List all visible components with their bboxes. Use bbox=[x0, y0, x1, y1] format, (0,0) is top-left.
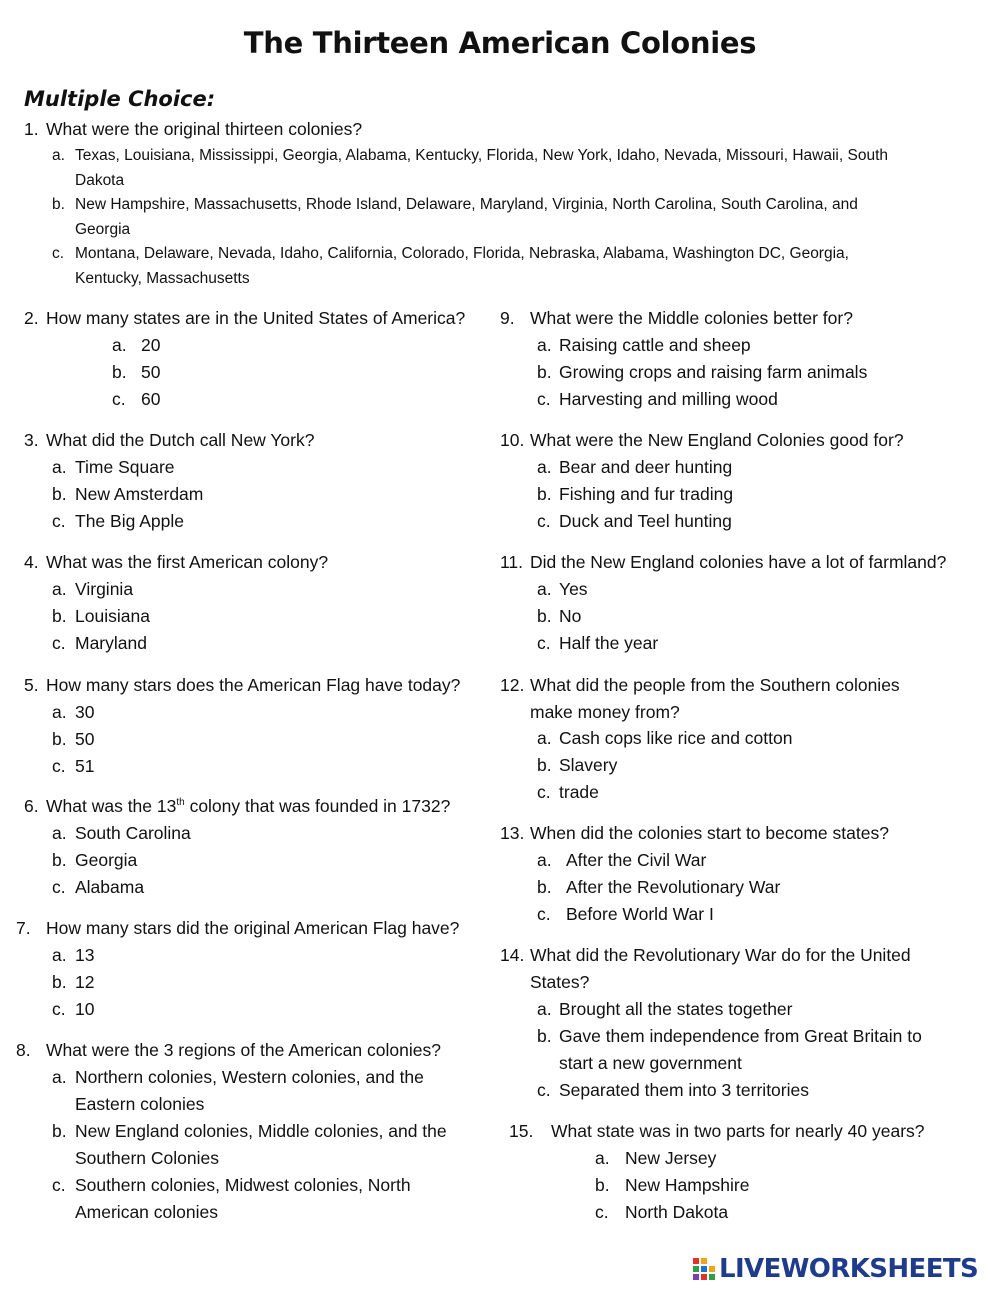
question-text: What did the people from the Southern colonies bbox=[530, 675, 900, 695]
option-letter: a. bbox=[537, 335, 552, 355]
question-text bbox=[46, 793, 450, 820]
option-text-continued: American colonies bbox=[75, 1202, 218, 1222]
option-letter: b. bbox=[52, 484, 67, 504]
option-text: Half the year bbox=[559, 633, 659, 653]
option-text: 13 bbox=[75, 945, 95, 965]
option-text: trade bbox=[559, 782, 599, 802]
question-text-continued: States? bbox=[530, 972, 590, 992]
option-letter: c. bbox=[537, 1080, 551, 1100]
option-letter: c. bbox=[52, 756, 66, 776]
option-letter: a. bbox=[537, 850, 552, 870]
option-letter: a. bbox=[52, 457, 67, 477]
question-text: When did the colonies start to become states? bbox=[530, 823, 889, 843]
section-heading: Multiple Choice: bbox=[24, 87, 216, 111]
option-letter: b. bbox=[52, 972, 67, 992]
option-letter: b. bbox=[537, 877, 552, 897]
option-text: 20 bbox=[141, 335, 161, 355]
option-letter: a. bbox=[595, 1148, 610, 1168]
option-text: Texas, Louisiana, Mississippi, Georgia, Alabama, Kentucky, Florida, New York, Idaho, Nevada, Missouri, Hawaii, South bbox=[75, 147, 888, 164]
question-text: What did the Revolutionary War do for the United bbox=[530, 945, 911, 965]
option-letter: b. bbox=[52, 1121, 67, 1141]
option-letter: c. bbox=[52, 511, 66, 531]
option-letter: c. bbox=[52, 633, 66, 653]
option-text: Gave them independence from Great Britain to bbox=[559, 1026, 922, 1046]
option-text: The Big Apple bbox=[75, 511, 184, 531]
option-letter: c. bbox=[537, 511, 551, 531]
question-number: 7. bbox=[16, 918, 31, 938]
ordinal-suffix: th bbox=[176, 797, 185, 809]
option-text: Time Square bbox=[75, 457, 175, 477]
option-text: 50 bbox=[141, 362, 161, 382]
option-text-continued: start a new government bbox=[559, 1053, 742, 1073]
option-text: New Hampshire, Massachusetts, Rhode Island, Delaware, Maryland, Virginia, North Carolina, South Carolina, and bbox=[75, 196, 858, 213]
option-text: 60 bbox=[141, 389, 161, 409]
option-text: New Hampshire bbox=[625, 1175, 750, 1195]
question-text: What state was in two parts for nearly 40 years? bbox=[551, 1121, 925, 1141]
question-text-end: colony that was founded in 1732? bbox=[184, 796, 451, 816]
option-letter: b. bbox=[52, 196, 65, 213]
question-number: 15. bbox=[509, 1121, 534, 1141]
option-text: Before World War I bbox=[566, 904, 714, 924]
option-letter: b. bbox=[537, 755, 552, 775]
option-text: After the Revolutionary War bbox=[566, 877, 781, 897]
question-text: How many states are in the United States of America? bbox=[46, 308, 466, 328]
option-letter: b. bbox=[537, 1026, 552, 1046]
option-letter: b. bbox=[537, 484, 552, 504]
option-text: Brought all the states together bbox=[559, 999, 793, 1019]
option-letter: c. bbox=[52, 999, 66, 1019]
option-text: Harvesting and milling wood bbox=[559, 389, 778, 409]
option-text: Northern colonies, Western colonies, and the bbox=[75, 1067, 424, 1087]
option-letter: a. bbox=[52, 147, 65, 164]
question-number: 9. bbox=[500, 308, 515, 328]
option-letter: a. bbox=[537, 579, 552, 599]
option-letter: b. bbox=[112, 362, 127, 382]
question-text-start: What was the 13 bbox=[46, 796, 177, 816]
option-letter: a. bbox=[537, 999, 552, 1019]
option-letter: c. bbox=[112, 389, 126, 409]
option-letter: a. bbox=[537, 457, 552, 477]
option-text: Alabama bbox=[75, 877, 145, 897]
option-letter: c. bbox=[52, 1175, 66, 1195]
option-text: Separated them into 3 territories bbox=[559, 1080, 809, 1100]
option-letter: a. bbox=[52, 945, 67, 965]
option-letter: b. bbox=[595, 1175, 610, 1195]
option-text: 50 bbox=[75, 729, 95, 749]
question-number: 11. bbox=[500, 552, 524, 572]
option-text: Bear and deer hunting bbox=[559, 457, 733, 477]
question-number: 5. bbox=[24, 675, 39, 695]
option-text: Maryland bbox=[75, 633, 147, 653]
option-text-continued: Georgia bbox=[75, 221, 131, 238]
question-number: 8. bbox=[16, 1040, 31, 1060]
option-letter: a. bbox=[52, 579, 67, 599]
option-letter: c. bbox=[52, 877, 66, 897]
option-letter: c. bbox=[537, 904, 551, 924]
option-text-continued: Eastern colonies bbox=[75, 1094, 205, 1114]
question-text: What were the 3 regions of the American colonies? bbox=[46, 1040, 441, 1060]
option-text: Fishing and fur trading bbox=[559, 484, 734, 504]
liveworksheets-logo[interactable] bbox=[692, 1254, 978, 1284]
option-text-continued: Southern Colonies bbox=[75, 1148, 219, 1168]
option-text: North Dakota bbox=[625, 1202, 729, 1222]
option-letter: a. bbox=[537, 728, 552, 748]
option-text: South Carolina bbox=[75, 823, 191, 843]
option-letter: a. bbox=[112, 335, 127, 355]
option-letter: c. bbox=[537, 633, 551, 653]
option-text-continued: Kentucky, Massachusetts bbox=[75, 270, 250, 287]
option-text: 51 bbox=[75, 756, 95, 776]
option-text: Yes bbox=[559, 579, 588, 599]
option-letter: b. bbox=[52, 729, 67, 749]
question-number: 6. bbox=[24, 796, 39, 816]
liveworksheets-wordmark: LIVEWORKSHEETS bbox=[719, 1254, 979, 1284]
option-text: 30 bbox=[75, 702, 95, 722]
question-number: 14. bbox=[500, 945, 525, 965]
option-text: Slavery bbox=[559, 755, 618, 775]
question-text: How many stars does the American Flag have today? bbox=[46, 675, 461, 695]
option-text: New Jersey bbox=[625, 1148, 717, 1168]
option-text: After the Civil War bbox=[566, 850, 707, 870]
question-text: What were the original thirteen colonies? bbox=[46, 119, 363, 139]
option-letter: b. bbox=[537, 606, 552, 626]
option-text: 12 bbox=[75, 972, 95, 992]
option-text: New England colonies, Middle colonies, and the bbox=[75, 1121, 447, 1141]
option-text: Virginia bbox=[75, 579, 134, 599]
question-number: 4. bbox=[24, 552, 39, 572]
question-number: 10. bbox=[500, 430, 525, 450]
question-text: How many stars did the original American Flag have? bbox=[46, 918, 460, 938]
question-text: Did the New England colonies have a lot of farmland? bbox=[530, 552, 947, 572]
option-text: No bbox=[559, 606, 582, 626]
question-number: 1. bbox=[24, 119, 39, 139]
option-letter: b. bbox=[52, 850, 67, 870]
page-title: The Thirteen American Colonies bbox=[243, 26, 757, 60]
option-text-continued: Dakota bbox=[75, 172, 125, 189]
option-letter: c. bbox=[595, 1202, 609, 1222]
option-text: Southern colonies, Midwest colonies, North bbox=[75, 1175, 411, 1195]
option-text: 10 bbox=[75, 999, 95, 1019]
question-text: What did the Dutch call New York? bbox=[46, 430, 315, 450]
question-number: 2. bbox=[24, 308, 39, 328]
option-text: Montana, Delaware, Nevada, Idaho, California, Colorado, Florida, Nebraska, Alabama, Washington DC, Georgia, bbox=[75, 245, 849, 262]
option-letter: a. bbox=[52, 1067, 67, 1087]
question-text-continued: make money from? bbox=[530, 702, 680, 722]
option-letter: b. bbox=[537, 362, 552, 382]
option-text: Raising cattle and sheep bbox=[559, 335, 751, 355]
option-letter: a. bbox=[52, 823, 67, 843]
option-text: Cash cops like rice and cotton bbox=[559, 728, 793, 748]
option-text: Georgia bbox=[75, 850, 138, 870]
option-text: Growing crops and raising farm animals bbox=[559, 362, 868, 382]
option-letter: c. bbox=[537, 782, 551, 802]
option-letter: b. bbox=[52, 606, 67, 626]
question-number: 12. bbox=[500, 675, 525, 695]
liveworksheets-logo-icon bbox=[692, 1257, 716, 1281]
question-number: 13. bbox=[500, 823, 525, 843]
question-number: 3. bbox=[24, 430, 39, 450]
option-text: New Amsterdam bbox=[75, 484, 204, 504]
question-text: What was the first American colony? bbox=[46, 552, 329, 572]
option-letter: c. bbox=[537, 389, 551, 409]
question-text: What were the New England Colonies good for? bbox=[530, 430, 904, 450]
question-text: What were the Middle colonies better for? bbox=[530, 308, 853, 328]
option-text: Louisiana bbox=[75, 606, 150, 626]
option-letter: c. bbox=[52, 245, 65, 262]
option-letter: a. bbox=[52, 702, 67, 722]
option-text: Duck and Teel hunting bbox=[559, 511, 732, 531]
